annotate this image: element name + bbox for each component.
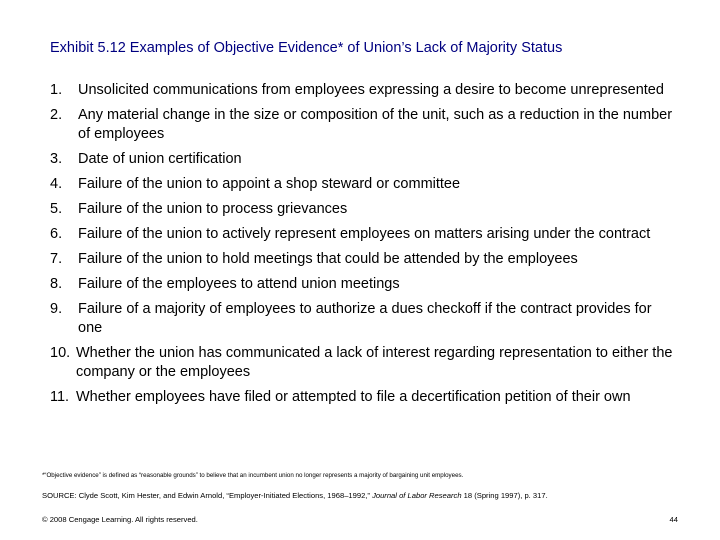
- item-text: Failure of the union to actively represent employees on matters arising under the contract: [78, 226, 651, 242]
- source-citation: [42, 490, 548, 501]
- list-item: [50, 106, 675, 144]
- item-text: Date of union certification: [78, 151, 242, 167]
- item-number: 1.: [50, 82, 63, 98]
- list-item: [50, 250, 675, 269]
- footnote: *“Objective evidence” is defined as “reasonable grounds” to believe that an incumbent union no longer represents a majority of bargaining unit employees.: [42, 472, 464, 479]
- item-text: Failure of the union to hold meetings that could be attended by the employees: [78, 251, 578, 267]
- item-text: Failure of the union to appoint a shop steward or committee: [78, 176, 461, 192]
- evidence-list: [50, 81, 675, 413]
- list-item: [50, 225, 675, 244]
- item-text: Failure of the employees to attend union meetings: [78, 276, 400, 292]
- list-item: [50, 175, 675, 194]
- list-item: [50, 300, 675, 338]
- item-text: Whether the union has communicated a lack of interest regarding representation to either the company or the employees: [76, 345, 673, 380]
- item-text: Failure of the union to process grievances: [78, 201, 348, 217]
- item-text: Any material change in the size or composition of the unit, such as a reduction in the number of employees: [78, 107, 673, 142]
- item-number: 11.: [50, 389, 70, 405]
- item-text: Failure of a majority of employees to authorize a dues checkoff if the contract provides for one: [78, 301, 652, 336]
- journal-name: Journal of Labor Research: [372, 491, 462, 500]
- item-number: 4.: [50, 176, 63, 192]
- item-number: 7.: [50, 251, 63, 267]
- item-number: 6.: [50, 226, 63, 242]
- list-item: [50, 81, 675, 100]
- source-prefix: SOURCE: Clyde Scott, Kim Hester, and Edwin Arnold, “Employer-Initiated Elections, 1968–1992,”: [42, 491, 373, 500]
- page-number: 44: [669, 515, 678, 524]
- item-number: 10.: [50, 345, 71, 361]
- list-item: [50, 150, 675, 169]
- item-number: 2.: [50, 107, 63, 123]
- item-text: Unsolicited communications from employees expressing a desire to become unrepresented: [78, 82, 664, 98]
- exhibit-title: Exhibit 5.12 Examples of Objective Evidence* of Union’s Lack of Majority Status: [50, 40, 563, 56]
- item-text: Whether employees have filed or attempted to file a decertification petition of their own: [76, 389, 631, 405]
- list-item: [50, 200, 675, 219]
- list-item: [50, 275, 675, 294]
- item-number: 3.: [50, 151, 63, 167]
- source-suffix: 18 (Spring 1997), p. 317.: [461, 491, 548, 500]
- item-number: 9.: [50, 301, 63, 317]
- copyright-notice: © 2008 Cengage Learning. All rights reserved.: [42, 515, 198, 524]
- item-number: 5.: [50, 201, 63, 217]
- list-item: [50, 344, 675, 382]
- item-number: 8.: [50, 276, 63, 292]
- list-item: [50, 388, 675, 407]
